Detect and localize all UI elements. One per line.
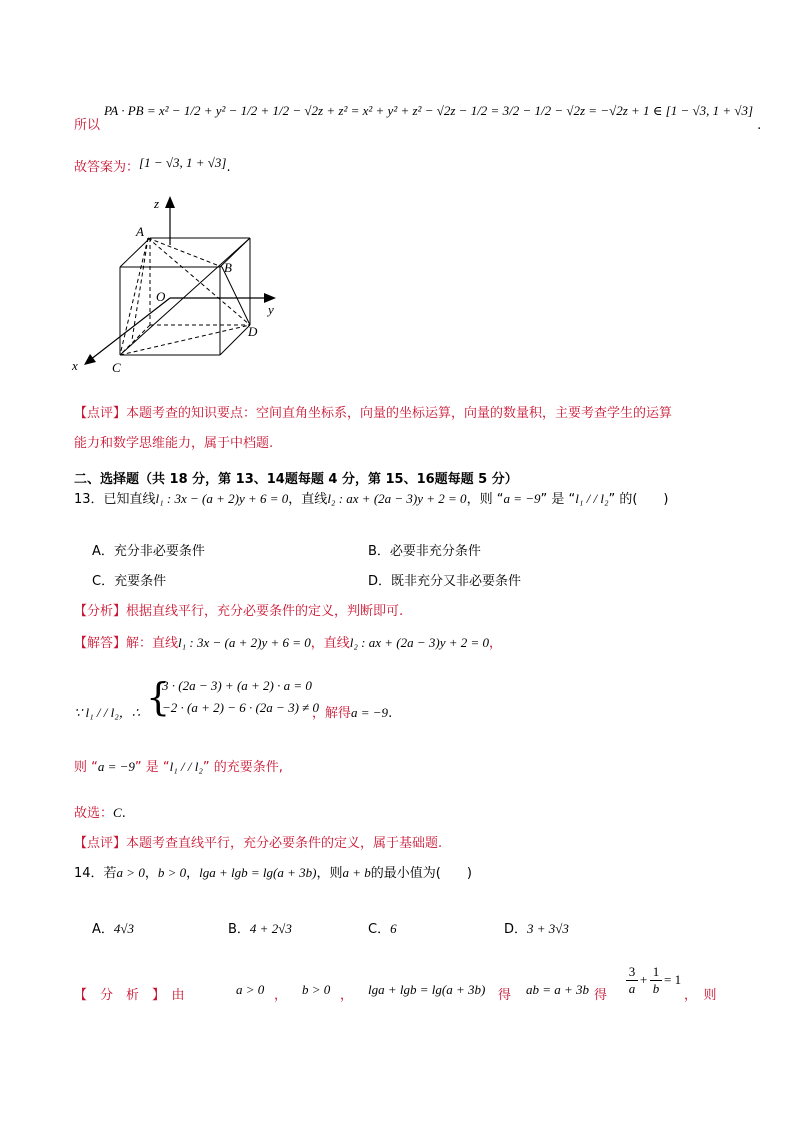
condition-a: a = −9 (503, 491, 541, 506)
parallel-condition: l₁ / / l₂ (169, 759, 203, 774)
option-label: C． (368, 922, 391, 937)
q13-option-b: B．必要非充分条件 (368, 544, 481, 559)
conclusion-text: ” 是 “ (134, 760, 170, 775)
answer-label: 故答案为： (74, 160, 140, 175)
q13-solution-line (74, 632, 502, 651)
separator: ， (340, 988, 354, 1003)
segment-BD (222, 267, 250, 325)
q14-option-b (228, 918, 292, 937)
option-label: D． (504, 922, 528, 937)
condition-a-positive: a > 0 (116, 865, 145, 880)
q13-stem-text: ，直线 (288, 492, 328, 507)
z-arrow-icon (165, 196, 175, 208)
option-value: 4√3 (113, 921, 135, 936)
condition-b-positive: b > 0 (302, 982, 331, 997)
conclusion-text: ” 的充要条件, (202, 760, 283, 775)
fraction-numerator: 3 (626, 964, 638, 981)
line-l2-equation: l₂ : ax + (2a − 3)y + 2 = 0 (349, 635, 490, 650)
choice-label: 故选： (74, 806, 114, 821)
point-C-label: C (112, 360, 121, 375)
analysis-label: 【 分 析 】 由 (74, 988, 185, 1003)
x-label: x (72, 358, 78, 373)
q14-option-d (504, 918, 569, 937)
answer-value: [1 − √3, 1 + √3] (139, 155, 227, 170)
z-label: z (154, 196, 160, 211)
analysis-text: 得 (498, 988, 512, 1003)
fraction-1-over-b (650, 964, 662, 997)
q13-choice (74, 802, 126, 821)
comment-line: 能力和数学思维能力，属于中档题. (74, 436, 274, 451)
segment-AB (148, 238, 222, 267)
q13-option-a: A．充分非必要条件 (92, 544, 205, 559)
comment-line: 【点评】本题考查的知识要点：空间直角坐标系，向量的坐标运算，向量的数量积，主要考查学生的运算 (74, 406, 673, 421)
q14-option-a (92, 918, 134, 937)
q14-analysis (74, 962, 734, 1012)
answer-line (74, 156, 231, 175)
condition-a-positive: a > 0 (236, 982, 265, 997)
point-A-label: A (136, 224, 144, 239)
period: . (121, 806, 126, 821)
separator: ， (274, 988, 288, 1003)
section-heading: 二、选择题（共 18 分，第 13、14题每题 4 分，第 15、16题每题 5 分） (74, 472, 518, 487)
analysis-text: 得 (594, 988, 608, 1003)
log-equation: lga + lgb = lg(a + 3b) (368, 982, 486, 997)
segment-AC (120, 238, 148, 355)
q13-conclusion (74, 756, 283, 775)
q14-stem (74, 862, 472, 881)
system-equation-2: −2 · (a + 2) − 6 · (2a − 3) ≠ 0 (162, 700, 320, 715)
period: . (757, 118, 762, 133)
cube-edge (220, 325, 250, 355)
q13-analysis: 【分析】根据直线平行，充分必要条件的定义，判断即可. (74, 604, 404, 619)
plus-sign: + (640, 972, 648, 987)
q13-stem-text: ” 是 “ (540, 492, 576, 507)
condition-b-positive: b > 0 (157, 865, 187, 880)
so-label: 所以 (74, 118, 101, 133)
line-l1-equation: l₁ : 3x − (a + 2)y + 6 = 0 (155, 491, 289, 506)
period: . (388, 706, 393, 721)
q13-stem-text: ，则 “ (466, 492, 504, 507)
equals-one: = 1 (664, 972, 682, 987)
cube-figure (60, 190, 300, 380)
segment-CD (120, 325, 250, 355)
q14-option-c (368, 918, 397, 937)
parallel-condition: l₁ / / l₂ (575, 491, 609, 506)
solve-label: ，解得 (312, 706, 352, 721)
q14-stem-text: 14．若 (74, 866, 117, 881)
choice-value: C (113, 805, 122, 820)
fraction-numerator: 1 (650, 964, 662, 981)
q13-stem (74, 488, 669, 507)
q13-option-c: C．充要条件 (92, 574, 167, 589)
q14-stem-text: ，则 (316, 866, 343, 881)
y-label: y (268, 302, 274, 317)
fraction-denominator: b (652, 981, 660, 996)
fraction-denominator: a (628, 981, 636, 996)
q14-stem-text: 的最小值为( ) (370, 866, 472, 881)
product-equation: ab = a + 3b (526, 982, 590, 997)
period: . (226, 160, 231, 175)
q13-option-d: D．既非充分又非必要条件 (368, 574, 522, 589)
option-label: A． (92, 922, 114, 937)
x-arrow-icon (84, 354, 96, 365)
line-l2-equation: l₂ : ax + (2a − 3)y + 2 = 0 (327, 491, 467, 506)
analysis-text: ， 则 (684, 988, 717, 1003)
log-equation: lga + lgb = lg(a + 3b) (199, 865, 317, 880)
segment-AD (148, 238, 250, 325)
dot-product-formula: PA · PB = x² − 1/2 + y² − 1/2 + 1/2 − √2z + z² = x² + y² + z² − √2z − 1/2 = 3/2 − 1/2 − √2z = −√2z + 1 ∈ [1 − √3, 1 + √3] (104, 103, 754, 118)
separator: ， (144, 866, 158, 881)
solution-text: ， (489, 636, 503, 651)
option-value: 3 + 3√3 (527, 921, 569, 936)
q13-stem-text: ” 的( ) (608, 492, 669, 507)
option-label: B． (228, 922, 250, 937)
system-equation-1: 3 · (2a − 3) + (a + 2) · a = 0 (162, 678, 312, 693)
left-brace: { (146, 675, 171, 719)
formula-line (74, 100, 762, 133)
segment-CB (120, 238, 250, 355)
option-value: 6 (390, 921, 397, 936)
point-O-label: O (156, 289, 166, 304)
q13-comment: 【点评】本题考查直线平行，充分必要条件的定义，属于基础题. (74, 836, 443, 851)
x-axis (90, 298, 170, 360)
line-l1-equation: l₁ : 3x − (a + 2)y + 6 = 0 (178, 635, 311, 650)
separator: ， (186, 866, 200, 881)
q13-stem-text: 13．已知直线 (74, 492, 156, 507)
condition-a: a = −9 (97, 759, 135, 774)
point-D-label: D (248, 324, 258, 339)
sum-expression: a + b (342, 865, 371, 880)
point-B-label: B (224, 260, 232, 275)
fraction-3-over-a (626, 964, 638, 997)
solution-text: ，直线 (310, 636, 350, 651)
solution-label: 【解答】解：直线 (74, 636, 179, 651)
option-value: 4 + 2√3 (249, 921, 292, 936)
because-parallel: ∵ l₁ / / l₂，∴ (74, 705, 141, 720)
solution-value: a = −9 (351, 705, 389, 720)
conclusion-text: 则 “ (74, 760, 98, 775)
